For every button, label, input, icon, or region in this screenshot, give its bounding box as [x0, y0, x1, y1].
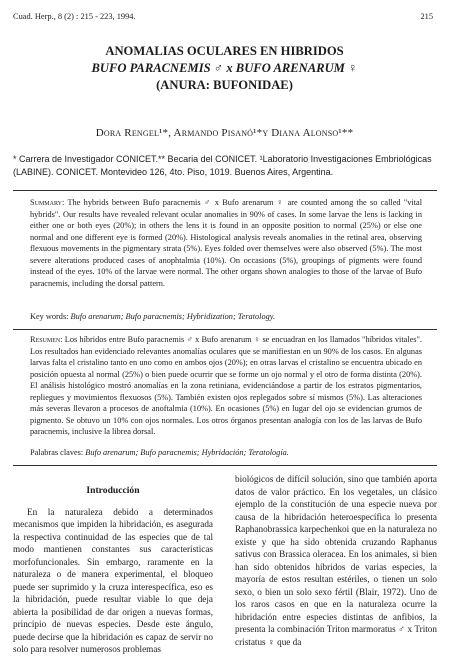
divider-bottom: [13, 465, 437, 466]
divider-top: [13, 190, 437, 191]
summary-paragraph: [30, 197, 422, 289]
keywords-line: [30, 312, 422, 321]
divider-middle: [13, 329, 437, 330]
resumen-label: Resumen:: [30, 335, 63, 344]
title-line-3: (ANURA: BUFONIDAE): [156, 78, 293, 92]
palabras-clave-line: [30, 448, 422, 457]
resumen-text: Los híbridos entre Bufo paracnemis ♂ x Bufo arenarum ♀ se encuadran en los llamados "híbridos vitales". Los resultados han evidenciado relevantes anomalías oculares que se manifiestan en un 90% de los casos. En algunas larvas falta el cristalino tanto en uno como en ambos ojos (20%); en otras larvas el cristalino se encuentra ubicado en posición opuesta al normal (25%) o bien puede ocurrir que se forme un ojo normal y el otro de forma distinta (20%). El análisis histológico mostró anomalías en la zona retiniana, evidenciándose a partir de los estratos pigmentarios, repliegues y movimientos flexuosos (5%). También existen ojos replegados sobre sí mismos (5%). Las alteraciones más severas llevaron a procesos de anoftalmia (10%). En ocasiones (5%) en lugar del ojo se evidencian grumos de pigmento. Se obtuvo un 10% con ojos normales. Los otros órganos presentan analogía con los de las larvas de Bufo paracnemis, inclusive la librea dorsal.: [30, 335, 422, 436]
intro-paragraph: En la naturaleza debido a determinados mecanismos que impiden la hibridación, es asegurada la respectiva continuidad de las especies que de tal modo mantienen constantes sus características morfofuncionales. Sin embargo, raramente en la naturaleza o de manera experimental, el bloqueo puede ser suprimido y la cruza interespecífica, eso es la hibridación, puede resultar viable lo que deja abierta la posibilidad de dar origen a nuevas formas, principio de nuevas especies. Desde este ángulo, puede decirse que la hibridación es capaz de servir no solo para resolver numerosos problemas: [13, 506, 213, 654]
page-number: 215: [420, 12, 433, 21]
author-list: Dora Rengel¹*, Armando Pisanó¹*y Diana Alonso¹**: [95, 127, 354, 139]
summary-text: The hybrids between Bufo paracnemis ♂ x Bufo arenarum ♀ are counted among the so called "vital hybrids". Our results have revealed relevant ocular anomalies in 90% of cases. In some larvae the lens is lacking in either one or both eyes (20%); in others the lens it is found in an opposite position to normal (25%) or else one normal and one different eye is formed (20%). Histological analysis reveals anomalies in the retinal area, observing flexuous movements in the pigmentary strata (5%). Eyes folded over themselves were also observed (5%). The most severe alterations produced cases of anophtalmia (10%). On occasions (5%), groupings of pigments were found instead of the eyes. 10% of the larvae were normal. The other organs shown analogies to those of the larvae of Bufo paracnemis, including the dorsal pattern.: [30, 198, 422, 288]
affiliation: * Carrera de Investigador CONICET.** Becaria del CONICET. ¹Laboratorio Investigaciones Embriológicas (LABINE). CONICET. Montevideo 126, 4to. Piso, 1019. Buenos Aires, Argentina.: [13, 154, 432, 177]
right-column: [235, 473, 437, 648]
section-heading-intro: Introducción: [86, 485, 140, 496]
summary-label: Summary:: [30, 198, 65, 207]
right-column-paragraph: biológicos de difícil solución, sino que también aporta datos de valor práctico. En los vegetales, un clásico ejemplo de la constitución de una especie nueva por causa de la hibridación heteroespecífica lo presenta Raphanobrassica karpechenkoi que en la naturaleza no existe y que ha sido obtenida cruzando Raphanus sativus con Brassica oleracea. En los animales, si bien han sido obtenidos híbridos de varias especies, la mayoría de estos resultan estériles, o tienen un solo sexo, o bien un solo sexo fértil (Blair, 1972). Uno de los raros casos en que en la naturaleza ocurre la hibridación entre especies distintas de anfibios, la presenta la combinación Triton marmoratus ♂ x Triton cristatus ♀ que da: [235, 474, 437, 647]
journal-citation: Cuad. Herp., 8 (2) : 215 - 223, 1994.: [13, 12, 136, 21]
title-line-2: BUFO PARACNEMIS ♂ x BUFO ARENARUM ♀: [91, 61, 358, 75]
keywords-text: Bufo arenarum; Bufo paracnemis; Hybridization; Teratology.: [68, 312, 276, 321]
left-column: [13, 473, 213, 656]
keywords-label: Key words:: [30, 312, 69, 321]
paper-title: [0, 43, 449, 94]
running-header: [13, 12, 433, 21]
title-line-1: ANOMALIAS OCULARES EN HIBRIDOS: [105, 44, 344, 58]
palabras-clave-label: Palabras claves:: [30, 448, 84, 457]
palabras-clave-text: Bufo arenarum; Bufo paracnemis; Hybridación; Teratología.: [83, 448, 289, 457]
resumen-paragraph: [30, 334, 422, 438]
